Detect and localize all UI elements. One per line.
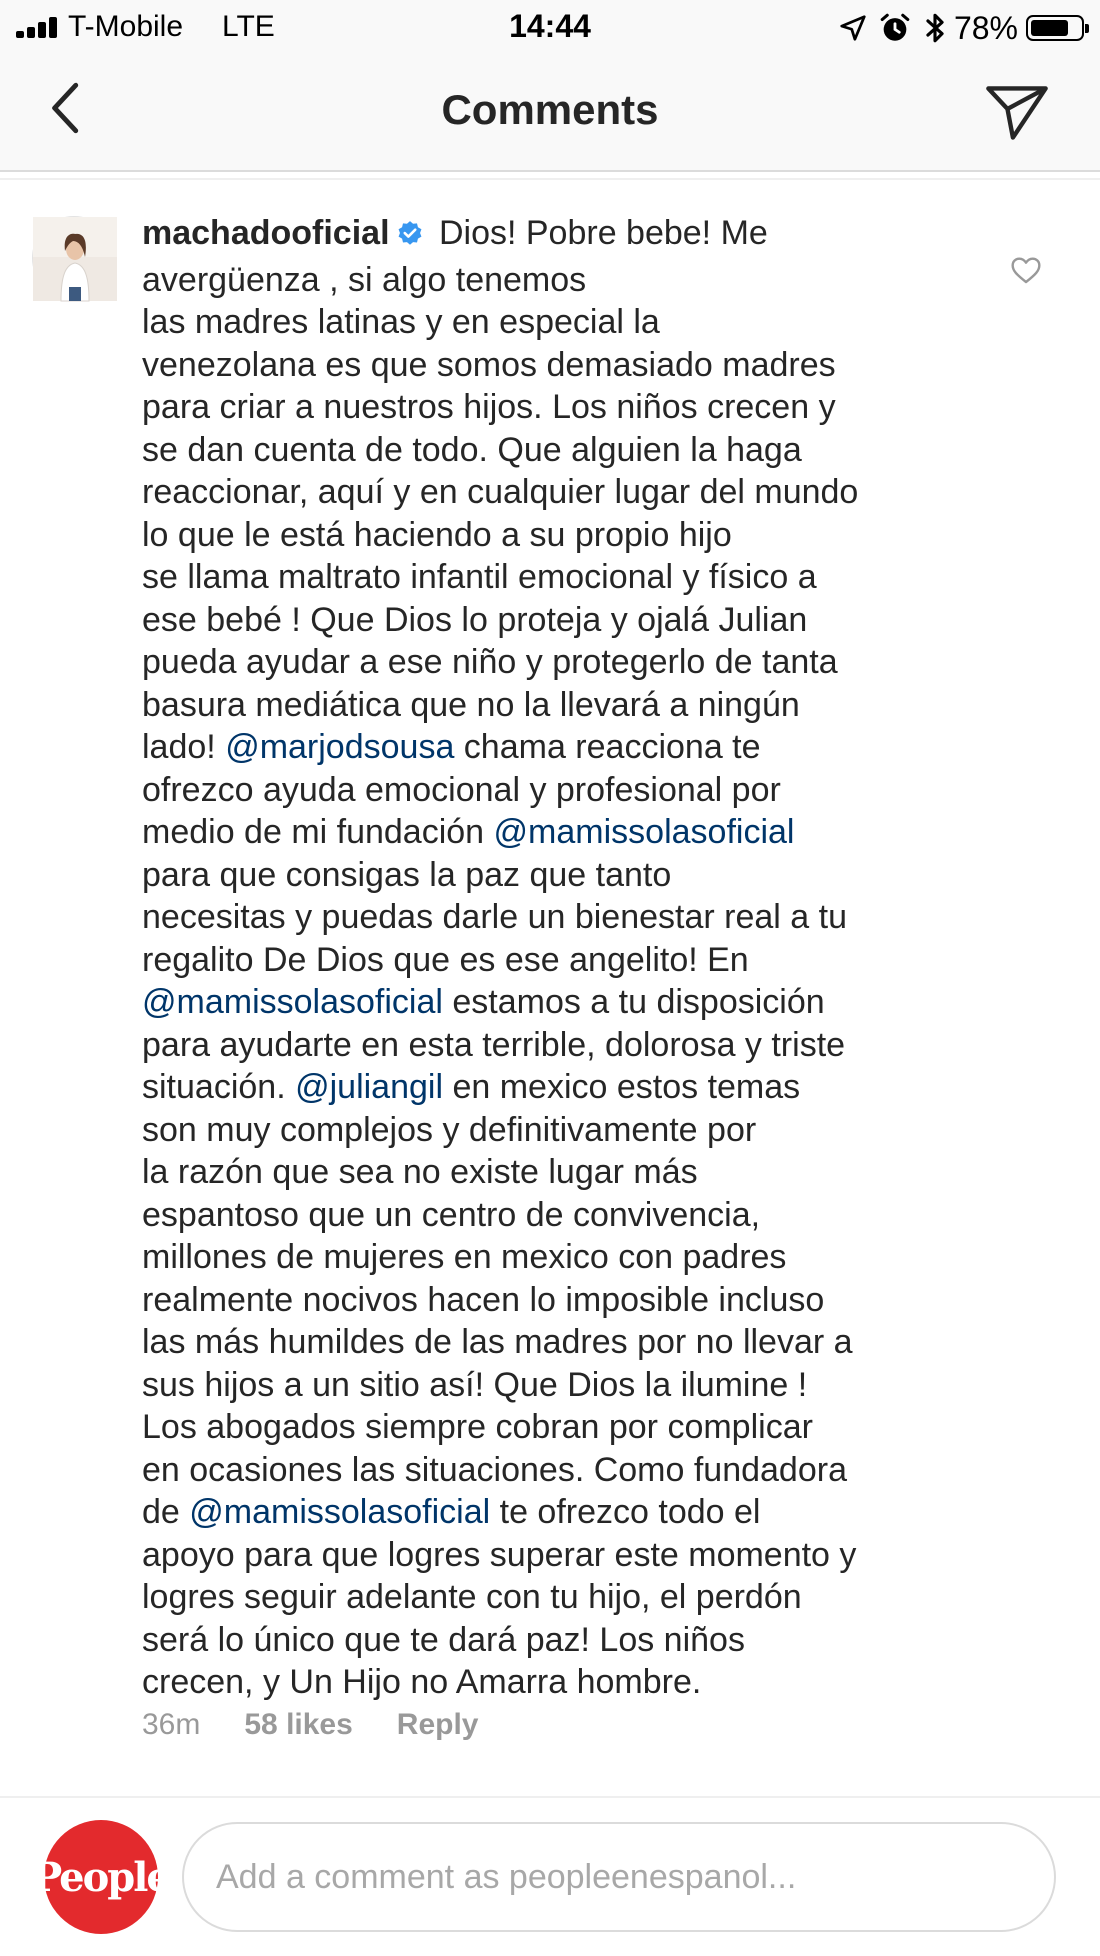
like-comment-button[interactable]: [1006, 250, 1046, 290]
battery-fill: [1031, 20, 1068, 36]
page-title: Comments: [441, 86, 659, 133]
comment-text-segment: te ofrezco todo el apoyo para que logres superar este momento y logres seguir adelante con tu hijo, el perdón será lo único que te dará paz! Los niños crecen, y Un Hijo no Amarra hombre.: [142, 1493, 857, 1701]
comment-input[interactable]: [182, 1822, 1056, 1932]
comment-text-segment: Dios! Pobre bebe! Me avergüenza , si algo tenemos las madres latinas y en especial la venezolana es que somos demasiado madres para criar a nuestros hijos. Los niños crecen y se dan cuenta de todo. Que alguien la haga reaccionar, aquí y en cualquier lugar del mundo lo que le está haciendo a su propio hijo se llama maltrato infantil emocional y físico a ese bebé ! Que Dios lo proteja y ojalá Julian pueda ayudar a ese niño y protegerlo de tanta basura mediática que no la llevará a ningún lado!: [142, 214, 859, 766]
mention-link[interactable]: @mamissolasoficial: [189, 1493, 491, 1531]
status-time: 14:44: [509, 8, 591, 44]
nav-header: [0, 56, 1100, 172]
header-separator: [0, 172, 1100, 180]
mention-link[interactable]: @juliangil: [295, 1068, 444, 1106]
comment-meta: [142, 1708, 479, 1742]
bluetooth-icon: [922, 11, 948, 45]
reply-button[interactable]: Reply: [396, 1708, 479, 1741]
avatar[interactable]: [32, 216, 116, 300]
verified-badge-icon: [396, 216, 424, 259]
network-type: LTE: [222, 10, 275, 43]
share-button[interactable]: [980, 76, 1054, 150]
comment-likes[interactable]: 58 likes: [244, 1708, 353, 1741]
comment-text-segment: en mexico estos temas son muy complejos y definitivamente por la razón que sea no existe lugar más espantoso que un centro de convivencia, millones de mujeres en mexico con padres realmente nocivos hacen lo imposible incluso las más humildes de las madres por no llevar a sus hijos a un sitio así! Que Dios la ilumine ! Los abogados siempre cobran por complicar en ocasiones las situaciones. Como fundadora de: [142, 1068, 853, 1531]
comment-text-segment: para que consigas la paz que tanto necesitas y puedas darle un bienestar real a tu regalito De Dios que es ese angelito! En: [142, 855, 848, 979]
mention-link[interactable]: @mamissolasoficial: [493, 813, 795, 851]
paper-plane-icon: [984, 83, 1050, 143]
comment-username[interactable]: machadooficial: [142, 214, 390, 252]
people-logo: People: [32, 1853, 170, 1901]
current-user-avatar: [32, 1820, 170, 1934]
carrier-name: T-Mobile: [68, 10, 184, 43]
battery-icon: [1026, 15, 1084, 41]
location-arrow-icon: [838, 13, 868, 43]
comment-text: [142, 212, 962, 1704]
comment-time: 36m: [142, 1708, 201, 1741]
battery-percent: 78%: [953, 9, 1018, 46]
mention-link[interactable]: @marjodsousa: [225, 728, 455, 766]
status-bar: [0, 0, 1100, 56]
comment-text-segment: estamos a tu disposición para ayudarte en esta terrible, dolorosa y triste situación.: [142, 983, 846, 1106]
heart-icon: [1010, 255, 1042, 285]
comment-text-segment: chama reacciona te ofrezco ayuda emocional y profesional por medio de mi fundación: [142, 728, 781, 851]
comment-composer: [0, 1796, 1100, 1956]
status-icons: [838, 8, 1084, 48]
alarm-clock-icon: [878, 11, 912, 45]
mention-link[interactable]: @mamissolasoficial: [142, 983, 443, 1021]
